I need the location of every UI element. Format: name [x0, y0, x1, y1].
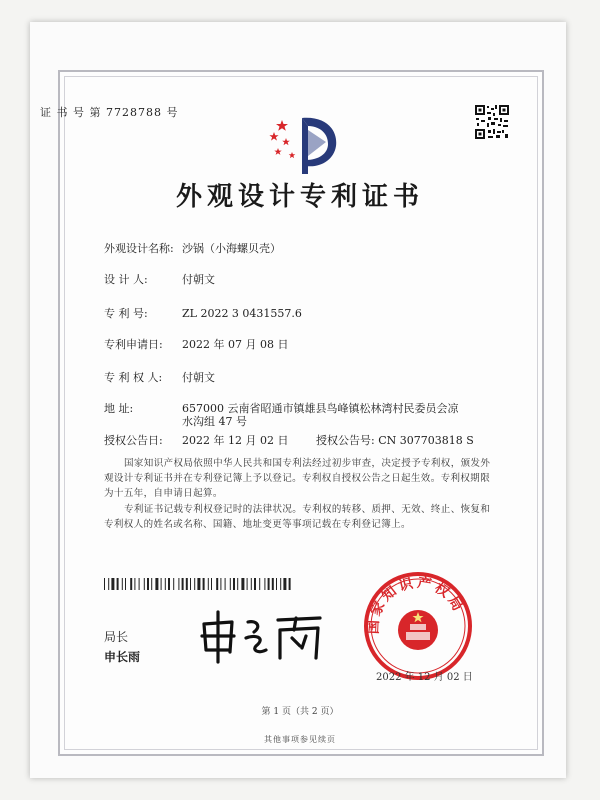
- design-name-row: [104, 240, 281, 256]
- certificate-title: 外观设计专利证书: [175, 182, 424, 212]
- designer-row: [104, 271, 215, 287]
- patentee-row: [104, 369, 215, 385]
- signature-image: [196, 608, 326, 664]
- patent-number-label: 专 利 号:: [104, 307, 148, 320]
- official-seal-image: [362, 570, 474, 682]
- grant-number-value: CN 307703818 S: [378, 434, 474, 447]
- design-name-label: 外观设计名称:: [104, 242, 174, 255]
- patent-number-value: ZL 2022 3 0431557.6: [182, 307, 302, 320]
- filing-date-label: 专利申请日:: [104, 338, 163, 351]
- patent-number-row: [104, 305, 302, 321]
- designer-value: 付朝文: [182, 273, 215, 286]
- barcode-icon: [104, 578, 292, 590]
- filing-date-row: [104, 336, 288, 352]
- patentee-value: 付朝文: [182, 371, 215, 384]
- chief-title: 局长: [104, 630, 129, 644]
- grant-statement-paragraph: 国家知识产权局依照中华人民共和国专利法经过初步审查，决定授予专利权，颁发外观设计专利证书并在专利登记簿上予以登记。专利权自授权公告之日起生效。专利权期限为十五年，自申请日起算。: [104, 458, 491, 499]
- grant-date-label: 授权公告日:: [104, 434, 163, 447]
- grant-number-row: [316, 432, 474, 448]
- certificate-number: 证 书 号 第 7728788 号: [40, 106, 179, 119]
- address-label: 地 址:: [104, 402, 134, 415]
- grant-number-label: 授权公告号:: [316, 434, 375, 447]
- address-line2: 水沟组 47 号: [182, 415, 247, 428]
- seal-date: 2022 年 12 月 02 日: [376, 672, 473, 683]
- address-line1: 657000 云南省昭通市镇雄县鸟峰镇松林湾村民委员会凉: [182, 402, 459, 415]
- design-name-value: 沙锅（小海螺贝壳）: [182, 242, 281, 255]
- legal-status-paragraph: 专利证书记载专利权登记时的法律状况。专利权的转移、质押、无效、终止、恢复和专利权人的姓名或名称、国籍、地址变更等事项记载在专利登记簿上。: [104, 504, 491, 530]
- grant-date-row: [104, 432, 288, 448]
- qr-code-icon: [474, 104, 510, 140]
- address-row: [104, 400, 459, 416]
- designer-label: 设 计 人:: [104, 273, 148, 286]
- filing-date-value: 2022 年 07 月 08 日: [182, 338, 289, 351]
- continuation-notice: 其他事项参见续页: [264, 735, 336, 744]
- seal-text: 国家知识产权局: [365, 574, 467, 635]
- cnipa-logo-icon: [262, 108, 344, 180]
- grant-date-value: 2022 年 12 月 02 日: [182, 434, 289, 447]
- page-indicator: 第 1 页（共 2 页）: [261, 707, 339, 717]
- chief-name: 申长雨: [104, 650, 141, 664]
- patentee-label: 专 利 权 人:: [104, 371, 163, 384]
